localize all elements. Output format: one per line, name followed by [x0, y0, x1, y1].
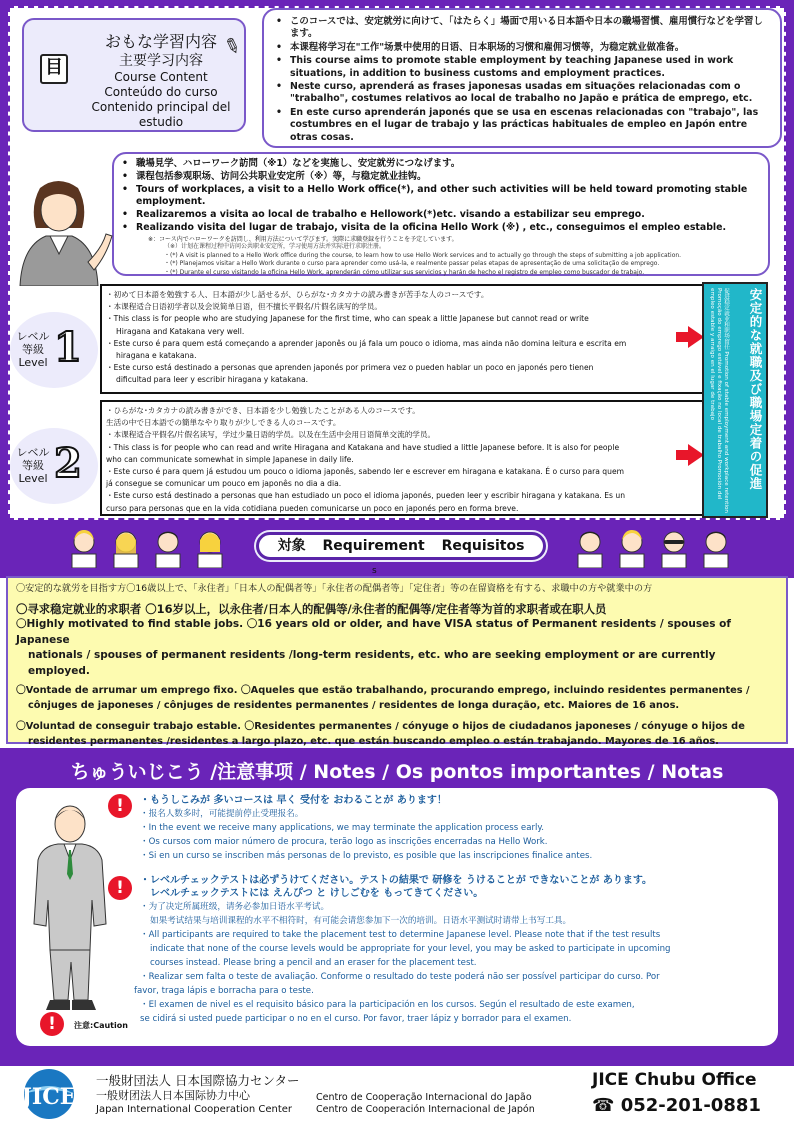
content-item-es: • En este curso aprenderán japonés que se usa en escenas relacionadas con "trabajo", las costumbres en el lugar de trabajo y las prácticas habituales de empleo en Japón entre otras cosas.	[274, 107, 772, 144]
visit-item-es: • Realizando visita del lugar de trabajo, visita de la oficina Hello Work (※) , etc., conseguimos el empleo estable.	[120, 222, 760, 235]
requirement-pt-2: cônjuges de japoneses / cônjuges de residentes permanentes / residentes de longa duração, etc. Maiores de 16 anos.	[28, 700, 680, 711]
note-1-pt: ・Os cursos com maior número de procura, terão logo as inscrições encerradas na Hello Work.	[140, 837, 548, 847]
pencil-icon: ✎	[220, 31, 245, 61]
requirement-box	[6, 576, 788, 747]
level-1-line: dificultad para leer y escribir hiragana y katakana.	[116, 375, 309, 385]
note-2-es-2: se cidirá si usted puede participar o no en el curso. Por favor, traer lápiz y borrador para el examen.	[140, 1014, 572, 1024]
content-item-pt: • Neste curso, aprenderá as frases japonesas usadas em situações relacionadas com o "trabalho", costumes relativos ao local de trabalho no Japão e prática de emprego, etc.	[274, 81, 772, 106]
course-content-list	[262, 8, 782, 148]
title-es: Contenido principal del estudio	[91, 100, 231, 129]
content-item-ja: • このコースでは、安定就労に向けて、「はたらく」場面で用いる日本語や日本の職場習慣、雇用慣行などを学習します。	[274, 16, 772, 41]
note-1-zh: ・报名人数多时，可能提前停止受理报名。	[140, 809, 304, 819]
visit-item-en: • Tours of workplaces, a visit to a Hello Work office(*), and other such activities will be held toward promoting stable employment.	[120, 184, 760, 210]
note-2-head-1: ・レベルチェックテストは必ずうけてください。テストの結果で 研修を うけることが できないことが あります。	[140, 875, 653, 886]
level-2-line: curso para personas que en la vida cotidiana pueden comunicarse un poco en japonés pero en forma breve.	[106, 503, 519, 513]
level-2-label-zh: 等級	[22, 459, 44, 472]
notes-title: ちゅういじこう /注意事项 / Notes / Os pontos importantes / Notas	[70, 761, 724, 783]
note-1-es: ・Si en un curso se inscriben más personas de lo previsto, es posible que las inscripciones finalice antes.	[140, 851, 593, 861]
requirement-es-2: residentes permanentes /residentes a largo plazo, etc. que están buscando empleo o están trabajando. Mayores de 16 años.	[28, 736, 719, 747]
exclamation-icon: !	[108, 794, 132, 818]
stray-letter: s	[372, 566, 377, 576]
visit-footnote-pt: ・(*) Planejamos visitar a Hello Work durante o curso para aprender como usá-la, e realmente passar pelas etapas de apresentação de uma solicitação de emprego.	[164, 260, 660, 268]
visit-item-pt: • Realizaremos a visita ao local de trabalho e Hellowork(*)etc. visando a estabilizar seu emprego.	[120, 209, 760, 222]
org-name-pt: Centro de Cooperação Internacional do Japão	[316, 1092, 532, 1103]
teacher-illustration	[6, 176, 114, 286]
level-2-label-en: Level	[18, 472, 48, 485]
level-2-label-ja: レベル	[16, 446, 50, 459]
level-1-line: ・Este curso é para quem está começando a aprender japonês ou já fala um pouco o idioma, mas ainda não domina leitura e escrita em	[106, 338, 627, 348]
goal-banner	[702, 282, 768, 518]
visit-footnote-zh: （※）计划在课程过程中访问公共职业安定所，学习使用方法并实际进行求职注册。	[164, 243, 386, 251]
note-placement-test	[134, 874, 770, 1026]
notebook-icon: 目	[40, 54, 68, 84]
note-2-en-1: ・All participants are required to take the placement test to determine Japanese level. Please note that if the test results	[140, 930, 661, 940]
level-1-description	[100, 284, 712, 394]
level-1-line: ・本课程适合日语初学者以及会说简单日语，但不擅长平假名/片假名读写的学员。	[106, 302, 382, 312]
level-2-description	[100, 400, 712, 516]
level-1-line: ・Este curso está destinado a personas que aprenden japonés por primera vez o pueden hablar un poco en japonés pero tienen	[106, 363, 594, 373]
requirement-ja: 〇安定的な就労を目指す方〇16歳以上で、「永住者」「日本人の配偶者等」「永住者の配偶者等」「定住者」等の在留資格を有する、求職中の方や就業中の方	[16, 583, 653, 594]
level-1-line: ・This class is for people who are studying Japanese for the first time, who can speak a little Japanese but cannot read or write	[106, 314, 589, 324]
level-2-line: ・This class is for people who can read and write Hiragana and Katakana and have studied a little Japanese before. It is also for people	[106, 442, 620, 452]
goal-es: Promoción del empleo estable y arraigo en el lugar de trabajo	[709, 288, 722, 500]
workplace-visit-list	[112, 152, 770, 276]
title-pt: Conteúdo do curso	[104, 85, 218, 99]
office-name: JICE Chubu Office	[592, 1070, 757, 1090]
level-2-line: ・Este curso é para quem já estudou um pouco o idioma japonês, sabendo ler e escrever em hiragana e katakana. É o curso para quem	[106, 467, 625, 477]
note-early-close	[140, 794, 770, 863]
note-2-en-2: indicate that none of the course levels would be appropriate for your level, you may be asked to participate in upcoming	[150, 944, 671, 954]
content-item-zh: • 本课程将学习在"工作"场景中使用的日语、日本职场的习惯和雇佣习惯等，为稳定就业做准备。	[274, 42, 772, 54]
caution-label: 注意:Caution	[74, 1021, 128, 1030]
visit-footnote-ja: ※：コース内でハローワークを訪問し、利用方法について学びます。実際に求職登録を行うことを予定しています。	[148, 235, 458, 243]
level-1-row	[10, 284, 730, 396]
level-2-line: who can communicate somewhat in simple Japanese in daily life.	[106, 454, 354, 464]
visit-footnote-es: ・(*) Durante el curso visitando la oficina Hello Work, aprenderán cómo utilizar sus servicios y harán de hecho el registro de empleo como buscador de trabajo.	[164, 268, 645, 276]
content-item-en: • This course aims to promote stable employment by teaching Japanese used in work situations, in addition to business customs and employment practices.	[274, 55, 772, 80]
svg-text:JICE: JICE	[21, 1084, 77, 1110]
level-2-line: ・ひらがな･カタカナの読み書きができ、日本語を少し勉強したことがある人のコースです。	[106, 406, 420, 415]
level-2-line: 生活の中で日本語での簡単なやり取りが少しできる人のコースです。	[106, 418, 341, 428]
level-1-line: hiragana e katakana.	[116, 351, 197, 361]
title-zh: 主要学习内容	[119, 53, 203, 69]
requirement-en-2: nationals / spouses of permanent residents /long-term residents, etc. who are seeking employment or are currently employed.	[28, 649, 716, 677]
note-2-zh-1: ・为了决定所属班级，请务必参加日语水平考试。	[140, 902, 330, 912]
org-name-en: Japan International Cooperation Center	[96, 1104, 293, 1115]
visit-footnote-en: ・(*) A visit is planned to a Hello Work office during the course, to learn how to use Hello Work services and to actually go through the steps of submitting a job application.	[164, 251, 682, 259]
note-2-zh-2: 如果考试结果与培训课程的水平不相符时，有可能会请您参加下一次的培训。日语水平测试时请带上书写工具。	[150, 916, 572, 926]
requirement-es-1: 〇Voluntad de conseguir trabajo estable. 〇Residentes permanentes / cónyuge o hijos de ciudadanos japoneses / cónyuge o hijos de	[16, 721, 745, 732]
visit-item-zh: • 课程包括参观职场、访问公共职业安定所（※）等，与稳定就业挂钩。	[120, 171, 760, 184]
level-1-label-ja: レベル	[16, 330, 50, 343]
phone-number[interactable]: 052-201-0881	[620, 1095, 761, 1116]
requirement-title-ja: 対象	[277, 538, 306, 554]
org-name-ja: 一般財団法人 日本国際協力センター	[96, 1073, 300, 1088]
note-2-es-1: ・El examen de nivel es el requisito básico para la participación en los cursos. Según el resultado de este examen,	[140, 1000, 635, 1010]
level-1-line: ・初めて日本語を勉強する人、日本語が少し話せるが、ひらがな･カタカナの読み書きが苦手な人のコースです。	[106, 290, 489, 299]
note-1-head: ・もうしこみが 多いコースは 早く 受付を おわることが あります！	[140, 795, 447, 806]
note-2-head-2: レベルチェックテストには えんぴつ と けしごむを もってきてください。	[150, 888, 484, 899]
footer	[0, 1066, 794, 1123]
level-2-badge	[10, 428, 98, 504]
goal-ja: 安定的な就職及び職場定着の促進	[748, 288, 763, 491]
office-phone	[592, 1094, 761, 1118]
course-content-title-box	[22, 18, 246, 132]
goal-pt: Promoção do emprego estável e fixação no local de trabalho	[716, 288, 722, 459]
note-2-pt-1: ・Realizar sem falta o teste de avaliação. Conforme o resultado do teste poderá não ser possível participar do curso. Por	[140, 972, 660, 982]
goal-en: Promotion of stable employment and workplace retention	[723, 351, 729, 513]
businessman-illustration	[28, 800, 112, 1018]
note-1-en: ・In the event we receive many applications, we may terminate the application process early.	[140, 823, 544, 833]
requirement-title	[256, 532, 546, 560]
level-1-line: Hiragana and Katakana very well.	[116, 326, 245, 336]
level-1-badge	[10, 312, 98, 388]
level-2-number: 2	[54, 440, 82, 487]
org-name-es: Centro de Cooperación Internacional de Japón	[316, 1104, 535, 1115]
requirement-title-es: Requisitos	[441, 538, 525, 554]
visit-item-ja: • 職場見学、ハローワーク訪問（※1）などを実施し、安定就労につなげます。	[120, 158, 760, 171]
requirement-en-1: 〇Highly motivated to find stable jobs. 〇16 years old or older, and have VISA status of Permanent residents / spouses of Japanese	[16, 618, 731, 646]
jice-logo	[10, 1068, 88, 1120]
level-2-line: ・本课程适合平假名/片假名读写，学过少量日语的学员。以及在生活中会用日语简单交流的学员。	[106, 430, 436, 440]
level-2-row	[10, 400, 730, 520]
goal-zh: 促进稳定就业和职场留任	[723, 288, 729, 350]
level-2-line: ・Este curso está destinado a personas que han estudiado un poco el idioma japonés, pueden leer y escribir hiragana y katakana. Es un	[106, 491, 626, 501]
requirement-pt-1: 〇Vontade de arrumar um emprego fixo. 〇Aqueles que estão trabalhando, procurando emprego, incluindo residentes permanentes /	[16, 685, 750, 696]
note-2-pt-2: favor, traga lápis e borracha para o teste.	[134, 986, 314, 996]
phone-icon: ☎	[592, 1095, 615, 1116]
exclamation-icon: !	[40, 1012, 64, 1036]
exclamation-icon: !	[108, 876, 132, 900]
org-name-zh: 一般财团法人日本国际协力中心	[96, 1089, 250, 1102]
note-2-en-3: courses instead. Please bring a pencil and an eraser for the placement test.	[150, 958, 477, 968]
requirement-zh: 〇寻求稳定就业的求职者 〇16岁以上，以永住者/日本人的配偶等/永住者的配偶等/定住者等为首的求职者或在职人员	[16, 602, 607, 616]
title-ja: おもな学習内容	[104, 32, 217, 51]
level-1-number: 1	[54, 324, 82, 371]
title-en: Course Content	[114, 70, 208, 84]
requirement-title-en: Requirement	[322, 538, 425, 554]
level-1-label-zh: 等級	[22, 343, 44, 356]
level-2-line: já consegue se comunicar um pouco em japonês no dia a dia.	[106, 479, 342, 489]
level-1-label-en: Level	[18, 356, 48, 369]
